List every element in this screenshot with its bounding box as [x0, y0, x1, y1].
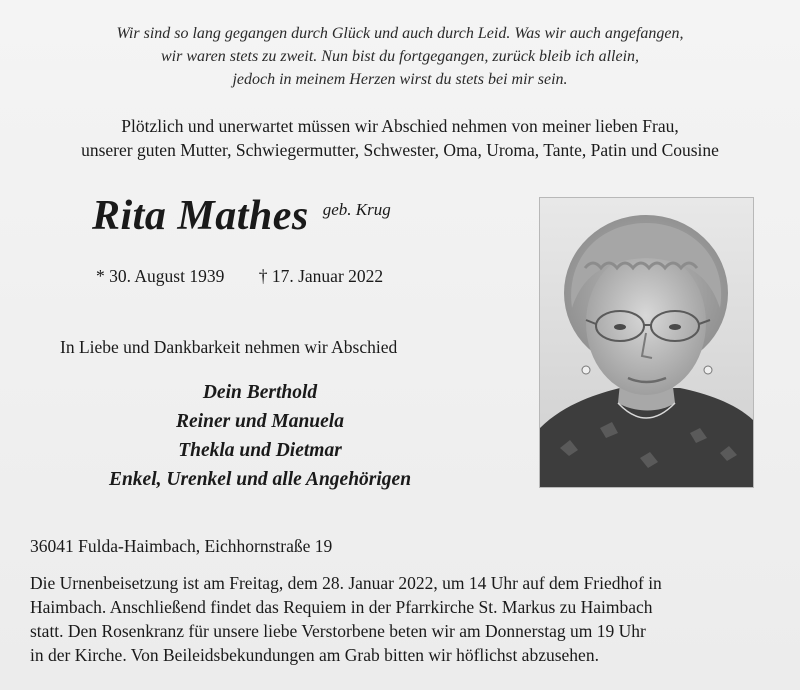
notice-line: statt. Den Rosenkranz für unsere liebe Verstorbene beten wir am Donnerstag um 19 Uhr — [30, 621, 646, 641]
poem-line: wir waren stets zu zweit. Nun bist du fortgegangen, zurück bleib ich allein, — [160, 48, 640, 65]
death-date: † 17. Januar 2022 — [258, 266, 384, 286]
intro-text — [0, 114, 800, 162]
portrait-illustration — [540, 198, 753, 487]
mourners-list — [60, 378, 460, 494]
notice-line: in der Kirche. Von Beileidsbekundungen am Grab bitten wir höflichst abzusehen. — [30, 645, 599, 665]
maiden-name: geb. Krug — [322, 200, 391, 219]
intro-line: unserer guten Mutter, Schwiegermutter, Schwester, Oma, Uroma, Tante, Patin und Cousine — [81, 140, 719, 160]
poem — [0, 22, 800, 91]
mourner-entry: Thekla und Dietmar — [178, 440, 342, 461]
notice-line: Haimbach. Anschließend findet das Requiem in der Pfarrkirche St. Markus zu Haimbach — [30, 597, 653, 617]
farewell-text: In Liebe und Dankbarkeit nehmen wir Abschied — [60, 337, 398, 357]
mourner-entry: Enkel, Urenkel und alle Angehörigen — [108, 469, 412, 490]
portrait-photo — [539, 197, 754, 488]
mourner-entry: Dein Berthold — [202, 382, 318, 403]
mourner-entry: Reiner und Manuela — [176, 411, 344, 432]
notice-line: Die Urnenbeisetzung ist am Freitag, dem 28. Januar 2022, um 14 Uhr auf dem Friedhof in — [30, 573, 662, 593]
family-address: 36041 Fulda-Haimbach, Eichhornstraße 19 — [30, 536, 333, 556]
deceased-name: Rita Mathes — [92, 193, 309, 239]
poem-line: jedoch in meinem Herzen wirst du stets bei mir sein. — [232, 71, 568, 88]
birth-date: * 30. August 1939 — [96, 266, 225, 286]
deceased-name-row — [92, 192, 391, 240]
intro-line: Plötzlich und unerwartet müssen wir Abschied nehmen von meiner lieben Frau, — [121, 116, 679, 136]
life-dates — [96, 266, 383, 287]
poem-line: Wir sind so lang gegangen durch Glück und auch durch Leid. Was wir auch angefangen, — [116, 25, 684, 42]
funeral-notice — [30, 571, 775, 667]
